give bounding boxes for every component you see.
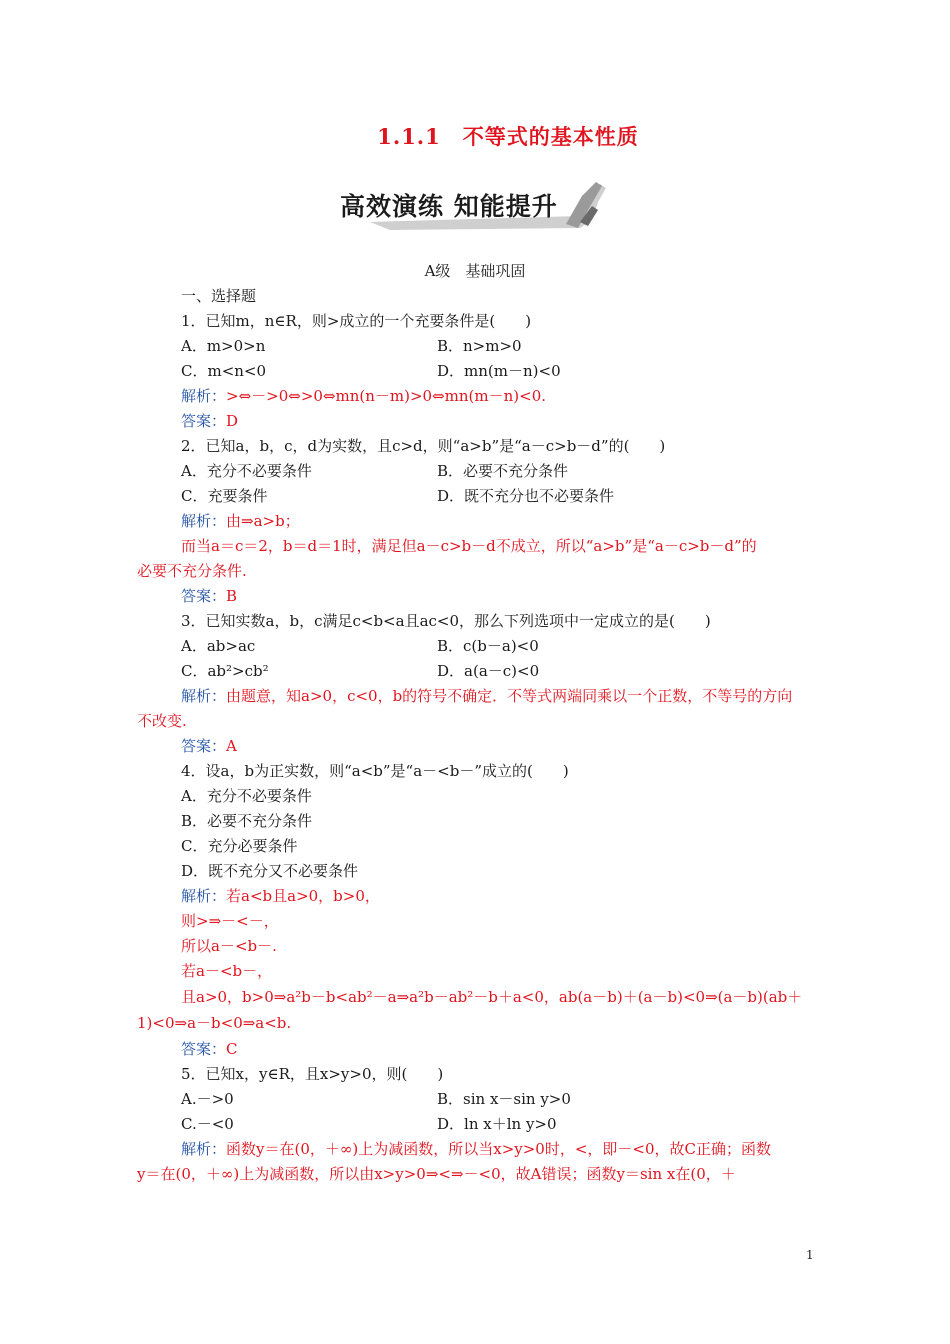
- answer-label: 答案：: [181, 737, 227, 755]
- q1-solution: [181, 386, 546, 406]
- q5-solution: [181, 1139, 771, 1159]
- q2-stem: 2．已知a，b，c，d为实数，且c>d，则“a>b”是“a－c>b－d”的( ): [181, 437, 666, 455]
- q3-option-b: B．c(b－a)<0: [437, 637, 539, 655]
- q5-option-a: A.－>0: [181, 1090, 234, 1108]
- q4-stem: 4．设a，b为正实数，则“a<b”是“a－<b－”成立的( ): [181, 762, 569, 780]
- q2-option-a: A．充分不必要条件: [181, 462, 312, 480]
- q2-solution-line3: 必要不充分条件.: [137, 562, 247, 580]
- q1-option-c: C．m<n<0: [181, 362, 267, 380]
- q3-solution: [181, 686, 792, 706]
- q3-solution-line2: 不改变.: [137, 712, 187, 730]
- level-heading: A级 基础巩固: [424, 262, 526, 280]
- solution-text: >⇔－>0⇔>0⇔mn(n－m)>0⇔mn(m－n)<0.: [226, 387, 547, 405]
- q4-solution-line2: 则>⇒－<－，: [181, 912, 279, 930]
- q4-option-b: B．必要不充分条件: [181, 812, 313, 830]
- solution-text: 由⇒a>b；: [226, 512, 300, 530]
- q5-solution-line2: y＝在(0，＋∞)上为减函数，所以由x>y>0⇒<⇒－<0，故A错误；函数y＝sin x在(0，＋: [137, 1165, 736, 1183]
- q1-answer: [181, 411, 238, 431]
- answer-value: C: [226, 1040, 238, 1058]
- q4-option-c: C．充分必要条件: [181, 837, 298, 855]
- answer-value: A: [226, 737, 237, 755]
- page-number: 1: [806, 1248, 814, 1262]
- q4-option-a: A．充分不必要条件: [181, 787, 312, 805]
- q2-option-b: B．必要不充分条件: [437, 462, 569, 480]
- q4-solution-line6: 1)<0⇒a－b<0⇒a<b.: [137, 1014, 292, 1032]
- solution-text: 函数y＝在(0，＋∞)上为减函数，所以当x>y>0时，<，即－<0，故C正确；函数: [226, 1140, 772, 1158]
- q3-stem: 3．已知实数a，b，c满足c<b<a且ac<0，那么下列选项中一定成立的是( ): [181, 612, 711, 630]
- answer-label: 答案：: [181, 1040, 227, 1058]
- q4-solution-line5: 且a>0，b>0⇒a²b－b<ab²－a⇒a²b－ab²－b＋a<0，ab(a－b)＋(a－b)<0⇒(a－b)(ab＋: [181, 988, 803, 1006]
- solution-label: 解析：: [181, 512, 227, 530]
- q5-option-c: C.－<0: [181, 1115, 234, 1133]
- section-heading: 一、选择题: [181, 287, 257, 305]
- q2-option-c: C．充要条件: [181, 487, 268, 505]
- q4-solution-line4: 若a－<b－，: [181, 962, 273, 980]
- q1-option-a: A．m>0>n: [181, 337, 266, 355]
- q1-stem: 1．已知m，n∈R，则>成立的一个充要条件是( ): [181, 312, 532, 330]
- q4-answer: [181, 1039, 238, 1059]
- answer-label: 答案：: [181, 412, 227, 430]
- solution-label: 解析：: [181, 887, 227, 905]
- q4-solution-line3: 所以a－<b－.: [181, 937, 277, 955]
- q5-stem: 5．已知x，y∈R，且x>y>0，则( ): [181, 1065, 444, 1083]
- q1-option-d: D．mn(m－n)<0: [437, 362, 561, 380]
- q4-option-d: D．既不充分又不必要条件: [181, 862, 359, 880]
- solution-label: 解析：: [181, 387, 227, 405]
- q3-option-a: A．ab>ac: [181, 637, 256, 655]
- q5-option-b: B．sin x－sin y>0: [437, 1090, 571, 1108]
- q3-answer: [181, 736, 237, 756]
- q4-solution: [181, 886, 380, 906]
- answer-value: B: [226, 587, 238, 605]
- answer-value: D: [226, 412, 239, 430]
- q3-option-c: C．ab²>cb²: [181, 662, 269, 680]
- q5-option-d: D．ln x＋ln y>0: [437, 1115, 557, 1133]
- q2-answer: [181, 586, 237, 606]
- banner-title: 高效演练 知能提升: [340, 192, 558, 221]
- q2-solution: [181, 511, 300, 531]
- solution-label: 解析：: [181, 1140, 227, 1158]
- solution-text: 若a<b且a>0，b>0，: [226, 887, 380, 905]
- solution-text: 由题意，知a>0，c<0，b的符号不确定．不等式两端同乘以一个正数，不等号的方向: [226, 687, 793, 705]
- q3-option-d: D．a(a－c)<0: [437, 662, 540, 680]
- page-title: 1.1.1 不等式的基本性质: [377, 124, 639, 149]
- solution-label: 解析：: [181, 687, 227, 705]
- banner: [330, 176, 620, 232]
- q2-solution-line2: 而当a＝c＝2，b＝d＝1时，满足但a－c>b－d不成立，所以“a>b”是“a－c>b－d”的: [181, 537, 757, 555]
- q2-option-d: D．既不充分也不必要条件: [437, 487, 615, 505]
- answer-label: 答案：: [181, 587, 227, 605]
- q1-option-b: B．n>m>0: [437, 337, 522, 355]
